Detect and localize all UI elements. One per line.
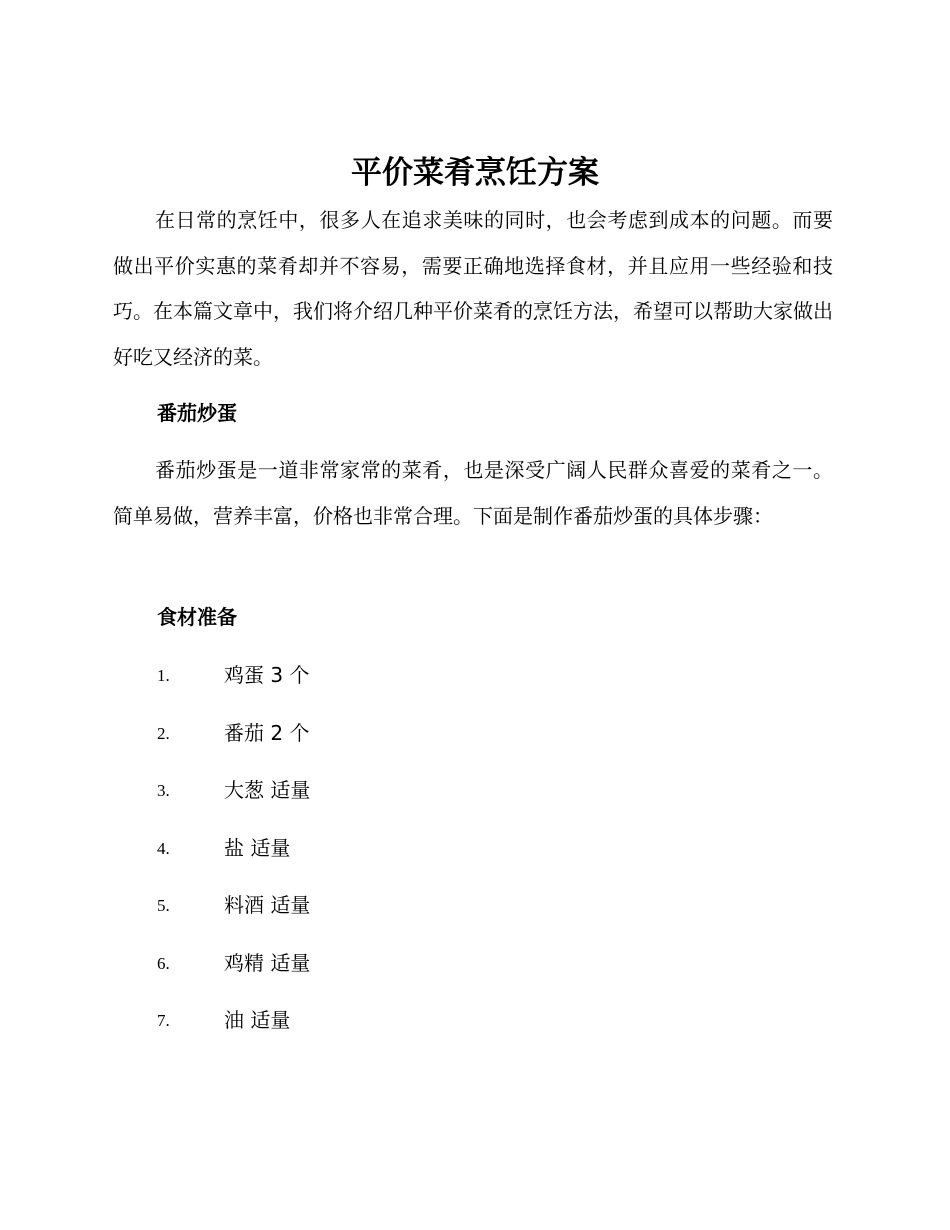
- list-item-text: 鸡蛋 3 个: [224, 663, 310, 687]
- list-item: [157, 832, 557, 890]
- ingredients-heading: 食材准备: [157, 605, 237, 629]
- list-item-text: 大葱 适量: [224, 778, 311, 802]
- ingredients-list: [157, 659, 557, 1062]
- list-item-text: 鸡精 适量: [224, 950, 311, 975]
- list-item-number: 7.: [157, 1011, 170, 1030]
- section-paragraph: 番茄炒蛋是一道非常家常的菜肴，也是深受广阔人民群众喜爱的菜肴之一。简单易做，营养丰富，价格也非常合理。下面是制作番茄炒蛋的具体步骤：: [113, 458, 833, 528]
- list-item: [157, 947, 557, 1005]
- list-item: [157, 774, 557, 832]
- list-item-text: 油 适量: [224, 1008, 291, 1032]
- list-item-number: 1.: [157, 666, 170, 685]
- list-item-number: 2.: [157, 723, 170, 743]
- list-item: [157, 659, 557, 717]
- list-item-text: 番茄 2 个: [224, 720, 310, 745]
- list-item: [157, 717, 557, 775]
- list-item-number: 3.: [157, 781, 170, 800]
- list-item-text: 盐 适量: [224, 835, 291, 860]
- section-heading-tomato-eggs: 番茄炒蛋: [157, 401, 237, 425]
- list-item: [157, 889, 557, 947]
- document-title: 平价菜肴烹饪方案: [351, 155, 599, 191]
- list-item-number: 6.: [157, 953, 170, 973]
- list-item-number: 5.: [157, 896, 170, 915]
- intro-paragraph: 在日常的烹饪中，很多人在追求美味的同时，也会考虑到成本的问题。而要做出平价实惠的菜肴却并不容易，需要正确地选择食材，并且应用一些经验和技巧。在本篇文章中，我们将介绍几种平价菜肴的烹饪方法，希望可以帮助大家做出好吃又经济的菜。: [113, 208, 833, 369]
- list-item: [157, 1004, 557, 1062]
- list-item-number: 4.: [157, 838, 170, 858]
- list-item-text: 料酒 适量: [224, 893, 311, 917]
